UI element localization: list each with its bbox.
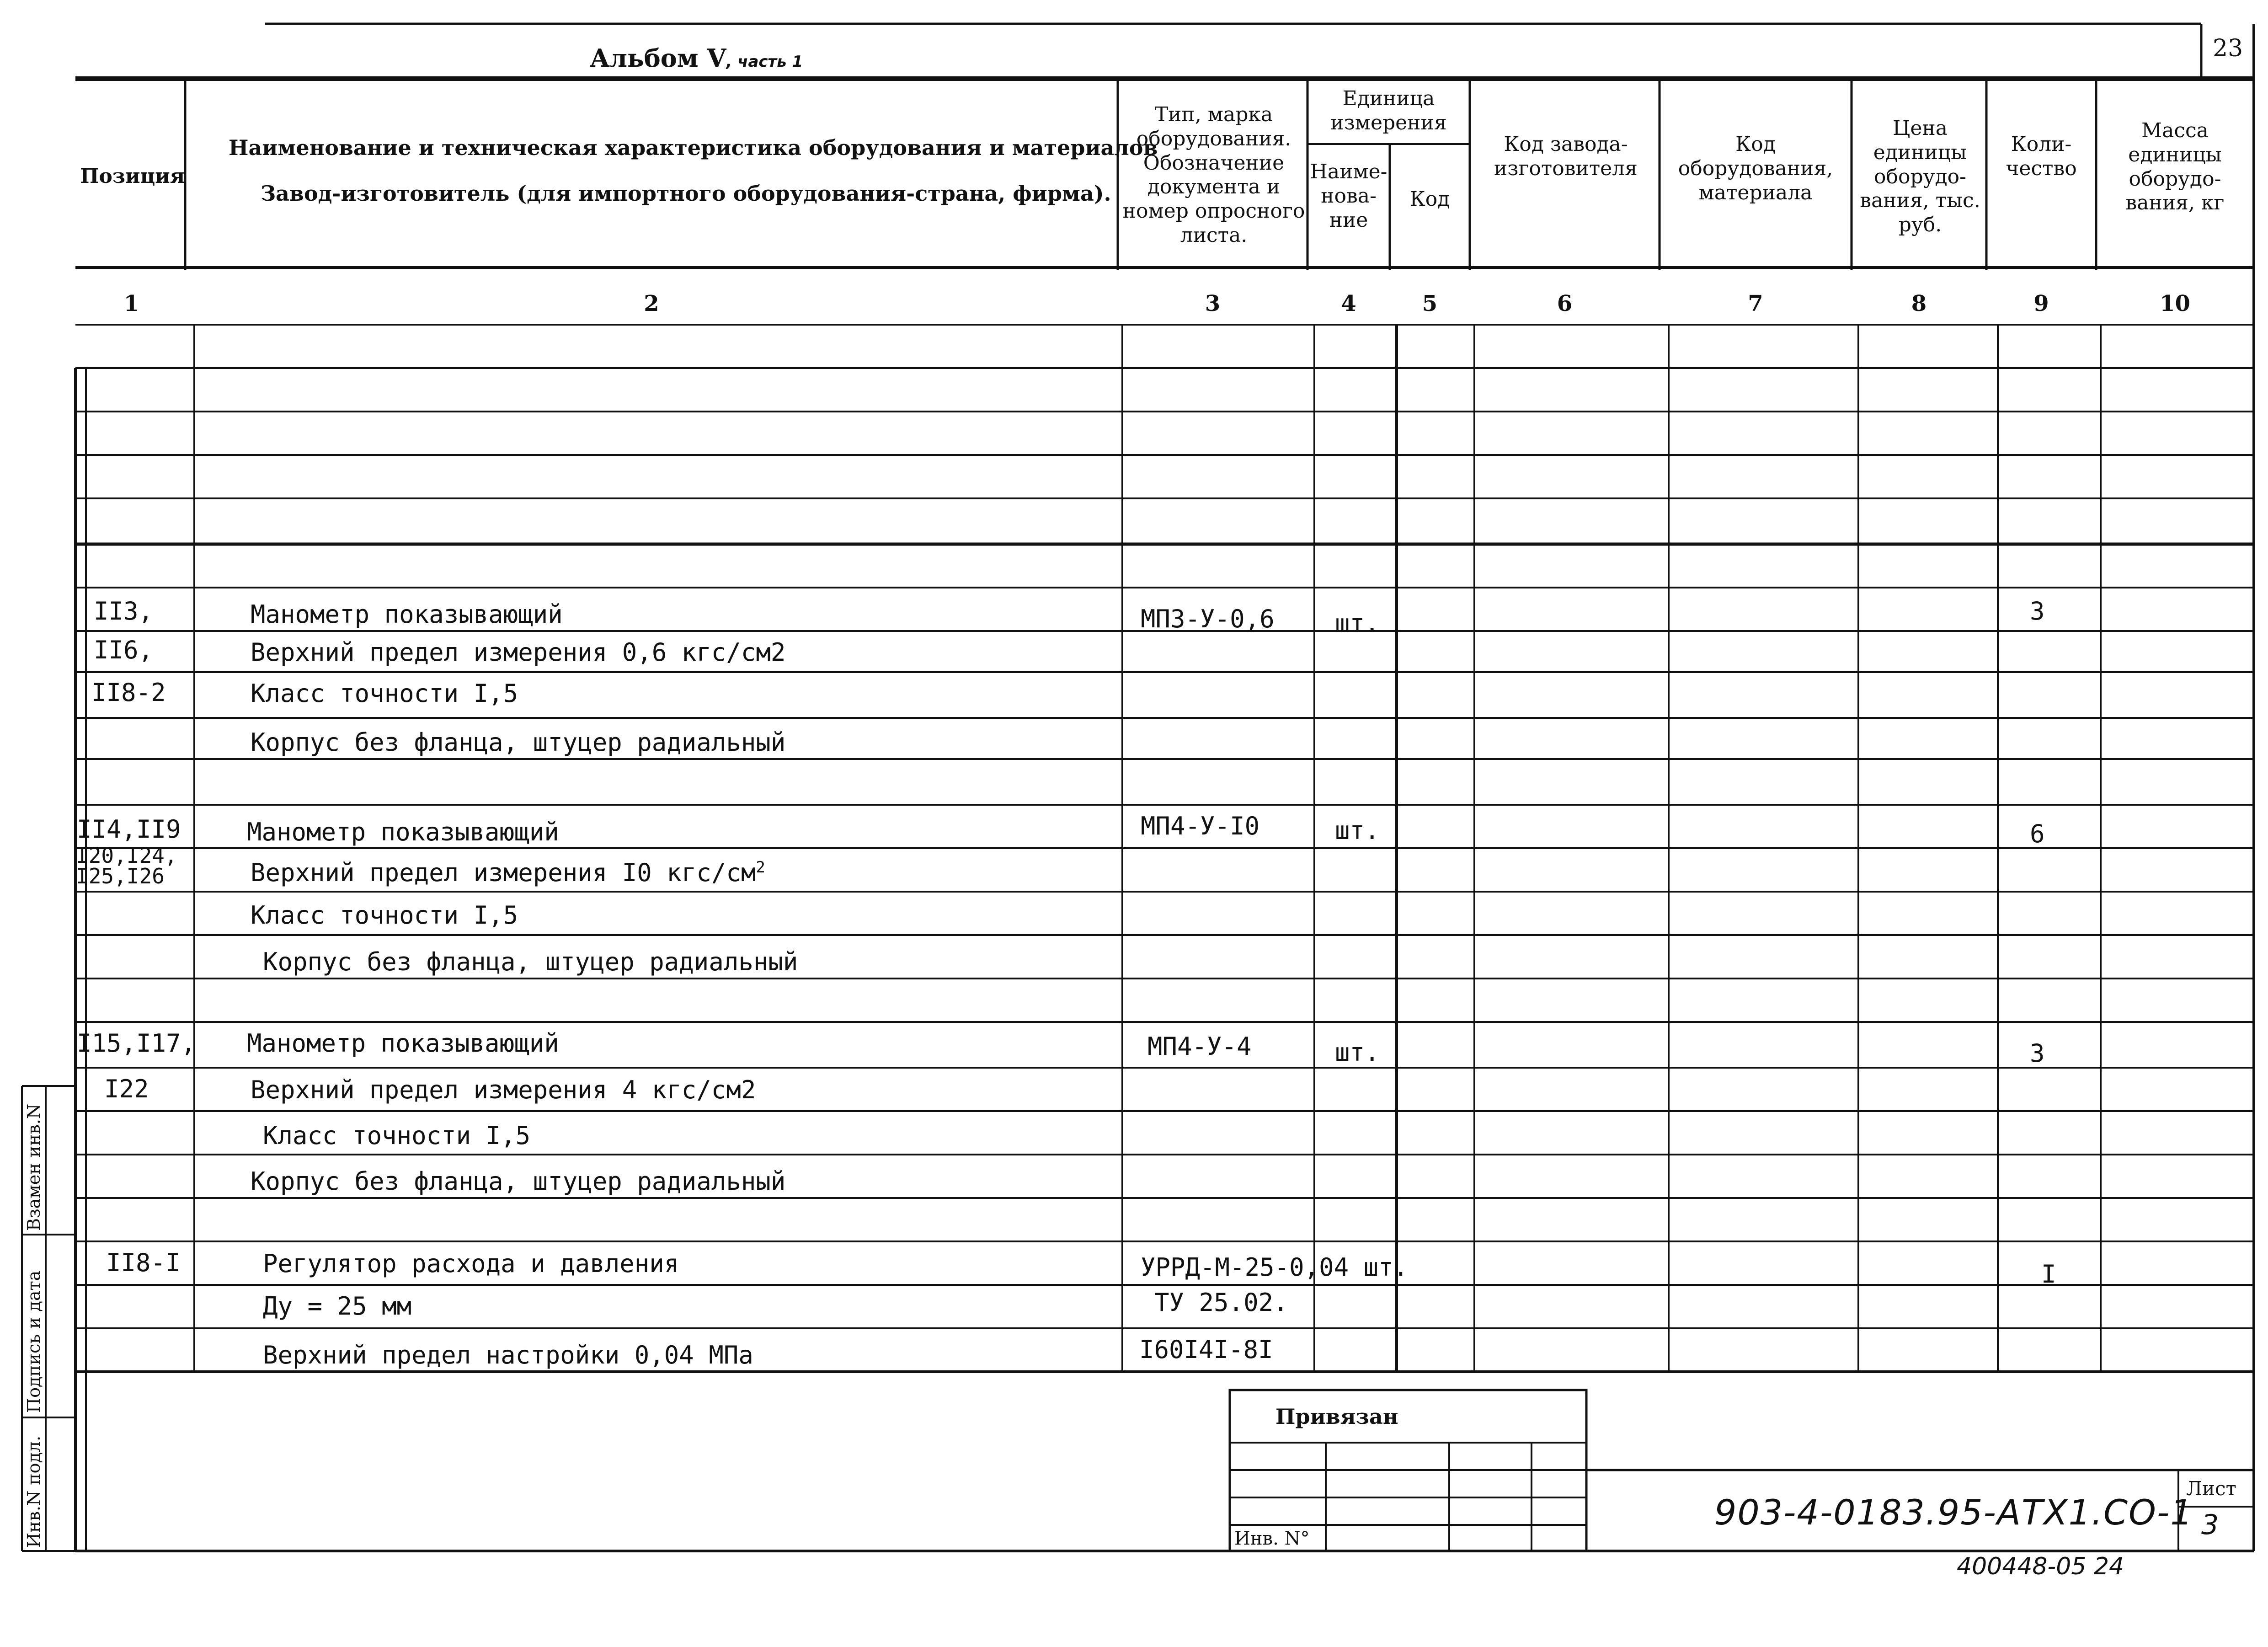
col-num-7: 7 bbox=[1748, 291, 1763, 316]
col-2-header: Наименование и техническая характеристика оборудования и материалов bbox=[229, 135, 1158, 160]
row-9-name: Корпус без фланца, штуцер радиальный bbox=[263, 947, 798, 976]
row-7-position: I25,I26 bbox=[76, 864, 165, 888]
col-num-10: 10 bbox=[2160, 291, 2190, 316]
row-15-name: Ду = 25 мм bbox=[263, 1292, 412, 1321]
row-10-type: МП4-У-4 bbox=[1147, 1032, 1252, 1061]
col-num-2: 2 bbox=[644, 291, 659, 316]
row-12-name: Класс точности I,5 bbox=[263, 1121, 531, 1150]
row-3-position: II8-2 bbox=[91, 678, 166, 707]
row-1-qty: 3 bbox=[2030, 597, 2045, 626]
col-2-header-line2: Завод-изготовитель (для импортного оборудования-страна, фирма). bbox=[261, 181, 1111, 206]
row-10-unit: шт. bbox=[1335, 1038, 1380, 1067]
col-10-header: Масса единицы оборудо-вания, кг bbox=[2125, 119, 2225, 215]
row-5-type: МП4-У-I0 bbox=[1141, 812, 1260, 840]
row-1-name: Манометр показывающий bbox=[251, 600, 563, 629]
page-number: 23 bbox=[2213, 35, 2243, 62]
row-5-position: II4,II9 bbox=[77, 815, 181, 844]
row-6-name: Верхний предел измерения I0 кгс/$см^2$ bbox=[251, 858, 765, 887]
doc-code: 903-4-0183.95-АТХ1.СО-1 bbox=[1714, 1492, 2193, 1533]
row-10-name: Манометр показывающий bbox=[247, 1029, 559, 1058]
archive-number: 400448-05 24 bbox=[1957, 1553, 2124, 1580]
row-1-unit: шт. bbox=[1335, 609, 1380, 638]
col-num-1: 1 bbox=[123, 291, 139, 316]
row-15-type: ТУ 25.02. bbox=[1154, 1288, 1288, 1317]
inv-label: Инв. N° bbox=[1234, 1528, 1310, 1549]
bound-label: Привязан bbox=[1275, 1404, 1398, 1429]
col-num-8: 8 bbox=[1911, 291, 1927, 316]
row-5-unit: шт. bbox=[1335, 816, 1380, 845]
col-9-header: Коли-чество bbox=[2006, 133, 2077, 180]
row-1-position: II3, bbox=[94, 597, 154, 626]
row-13-name: Корпус без фланца, штуцер радиальный bbox=[251, 1167, 786, 1196]
row-10-qty: 3 bbox=[2030, 1039, 2045, 1068]
row-14-position: II8-I bbox=[106, 1248, 181, 1277]
row-5-name: Манометр показывающий bbox=[247, 818, 559, 846]
row-14-type: УРРД-М-25-0,04 шт. bbox=[1141, 1253, 1409, 1282]
col-1-header: Позиция bbox=[80, 165, 185, 188]
row-16-name: Верхний предел настройки 0,04 МПа bbox=[263, 1341, 753, 1369]
row-11-position: I22 bbox=[104, 1075, 149, 1103]
col-8-header: Цена единицы оборудо-вания, тыс. руб. bbox=[1860, 117, 1980, 237]
row-5-qty: 6 bbox=[2030, 819, 2045, 848]
album-title: Альбом V, часть 1 bbox=[590, 43, 803, 73]
row-11-name: Верхний предел измерения 4 кгс/см2 bbox=[251, 1075, 756, 1104]
col-num-9: 9 bbox=[2033, 291, 2049, 316]
row-3-name: Класс точности I,5 bbox=[251, 679, 518, 708]
col-5-header: Код bbox=[1409, 187, 1450, 211]
col-num-3: 3 bbox=[1205, 291, 1221, 316]
row-1-type: МПЗ-У-0,6 bbox=[1141, 604, 1275, 633]
sign-date-label: Подпись и дата bbox=[24, 1270, 44, 1413]
row-16-type: I60I4I-8I bbox=[1139, 1335, 1273, 1364]
replace-inv-label: Взамен инв.N bbox=[24, 1103, 44, 1231]
sheet-number: 3 bbox=[2201, 1509, 2219, 1541]
row-4-name: Корпус без фланца, штуцер радиальный bbox=[251, 728, 786, 757]
col-4-header: Наиме-нова-ние bbox=[1310, 160, 1387, 232]
row-6-position: I20,I24, bbox=[76, 843, 177, 868]
row-2-name: Верхний предел измерения 0,6 кгс/см2 bbox=[251, 638, 786, 667]
sheet-label: Лист bbox=[2186, 1477, 2236, 1500]
col-3-header: Тип, марка оборудования. Обозначение документа и номер опросного листа. bbox=[1122, 103, 1305, 247]
col-6-header: Код завода-изготовителя bbox=[1494, 133, 1638, 180]
inv-original-label: Инв.N подл. bbox=[24, 1435, 44, 1548]
col-num-5: 5 bbox=[1422, 291, 1438, 316]
row-14-qty: I bbox=[2041, 1260, 2056, 1289]
row-14-name: Регулятор расхода и давления bbox=[263, 1249, 679, 1278]
col-num-6: 6 bbox=[1557, 291, 1573, 316]
col-num-4: 4 bbox=[1341, 291, 1356, 316]
row-10-position: I15,I17, bbox=[77, 1029, 196, 1058]
row-2-position: II6, bbox=[94, 636, 154, 664]
row-8-name: Класс точности I,5 bbox=[251, 901, 518, 930]
col-7-header: Код оборудования, материала bbox=[1678, 133, 1833, 204]
unit-group-header: Единица измерения bbox=[1330, 87, 1447, 134]
